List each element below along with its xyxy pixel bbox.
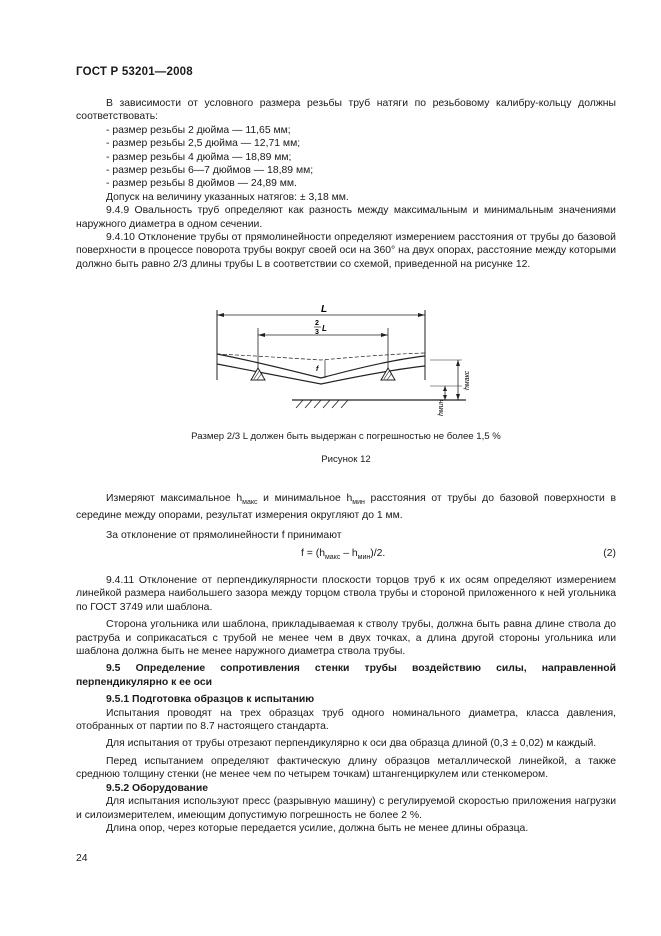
page-number: 24: [76, 853, 88, 864]
figure-title: Рисунок 12: [321, 454, 371, 465]
document-header: ГОСТ Р 53201—2008: [76, 66, 193, 78]
perpendicularity-section: [76, 574, 616, 835]
section-9-5-2-heading: 9.5.2 Оборудование: [106, 782, 208, 794]
deflection-label: f: [316, 366, 319, 373]
list-item: - размер резьбы 2,5 дюйма — 12,71 мм;: [106, 138, 301, 150]
clause-9-5-2-b: Длина опор, через которые передается усилие, должна быть не менее длины образца.: [106, 822, 529, 834]
span-length-label: L: [322, 324, 327, 333]
clause-9-4-11: 9.4.11 Отклонение от перпендикулярности плоскости торцов труб к их осям определяют измерением линейкой размера наибольшего зазора между торцом ствола трубы и стороной приложенного к ней угольника по ГОСТ 3749 или шаблона.: [76, 575, 616, 613]
list-item: - размер резьбы 4 дюйма — 18,89 мм;: [106, 151, 292, 163]
formula-expression: $f = (h_{макс} - h_{мин})/2$.: [301, 548, 386, 562]
deviation-paragraph: За отклонение от прямолинейности f принимают: [106, 529, 342, 541]
list-item: - размер резьбы 8 дюймов — 24,89 мм.: [106, 178, 297, 190]
pipe-axis: [217, 353, 425, 360]
fraction-denominator: 3: [315, 329, 319, 336]
section-9-5-heading: 9.5 Определение сопротивления стенки трубы воздействию силы, направленной перпендикулярно к ее оси: [76, 663, 616, 688]
clause-9-5-1-c: Перед испытанием определяют фактическую длину образцов металлической линейкой, а также среднюю толщину стенки (не менее чем по четырем точкам) штангенциркулем или стенкомером.: [76, 755, 616, 781]
pipe-lower-edge: [217, 354, 425, 378]
measurement-paragraph: Измеряют максимальное $h_{макс}$ и минимальное $h_{мин}$ расстояния от трубы до базовой поверхности в середине между опорами, результат измерения округляют до 1 мм.: [76, 493, 617, 522]
formula-number: (2): [603, 548, 616, 559]
pipe-upper-edge: [217, 364, 425, 384]
clause-9-4-10: 9.4.10 Отклонение трубы от прямолинейности определяют измерением расстояния от трубы до базовой поверхности в процессе поворота трубы вокруг своей оси на 360° на двух опорах, расстояние между которыми должно быть равно 2/3 длины трубы L в соответствии со схемой, приведенной на рисунке 12.: [76, 232, 616, 270]
tolerance-note: Допуск на величину указанных натягов: ± 3,18 мм.: [106, 191, 349, 203]
square-side-paragraph: Сторона угольника или шаблона, прикладываемая к стволу трубы, должна быть равна длине ствола до раструба и соприкасаться с трубой не менее чем в двух точках, а длина другой стороны угольника или шаблона должна быть не менее наружного диаметра ствола трубы.: [76, 619, 616, 658]
threading-intro: В зависимости от условного размера резьбы труб натяги по резьбовому калибру-кольцу должны соответствовать:: [76, 98, 616, 123]
length-label: L: [321, 304, 328, 315]
hmax-label: hмакс: [464, 370, 471, 390]
clause-9-5-2-a: Для испытания используют пресс (разрывную машину) с регулируемой скоростью приложения нагрузки и силоизмерителем, имеющим допустимую погрешность не более 2 %.: [76, 796, 616, 821]
list-item: - размер резьбы 2 дюйма — 11,65 мм;: [106, 124, 291, 136]
measurement-section: [76, 492, 616, 542]
fraction-numerator: 2: [315, 320, 319, 327]
clause-9-5-1-a: Испытания проводят на трех образцах труб одного номинального диаметра, класса давления, отобранных от партии по 8.7 настоящего стандарта.: [76, 707, 616, 733]
threading-section: [76, 97, 616, 271]
hmin-label: hмин: [438, 399, 445, 416]
figure-caption: Размер 2/3 L должен быть выдержан с погрешностью не более 1,5 %: [191, 431, 501, 442]
figure-12-diagram: [200, 298, 500, 418]
clause-9-5-1-b: Для испытания от трубы отрезают перпендикулярно к оси два образца длиной (0,3 ± 0,02) м каждый.: [106, 738, 597, 750]
section-9-5-1-heading: 9.5.1 Подготовка образцов к испытанию: [106, 694, 315, 706]
clause-9-4-9: 9.4.9 Овальность труб определяют как разность между максимальным и минимальным значениями наружного диаметра в одном сечении.: [76, 205, 616, 230]
list-item: - размер резьбы 6—7 дюймов — 18,89 мм;: [106, 165, 314, 177]
